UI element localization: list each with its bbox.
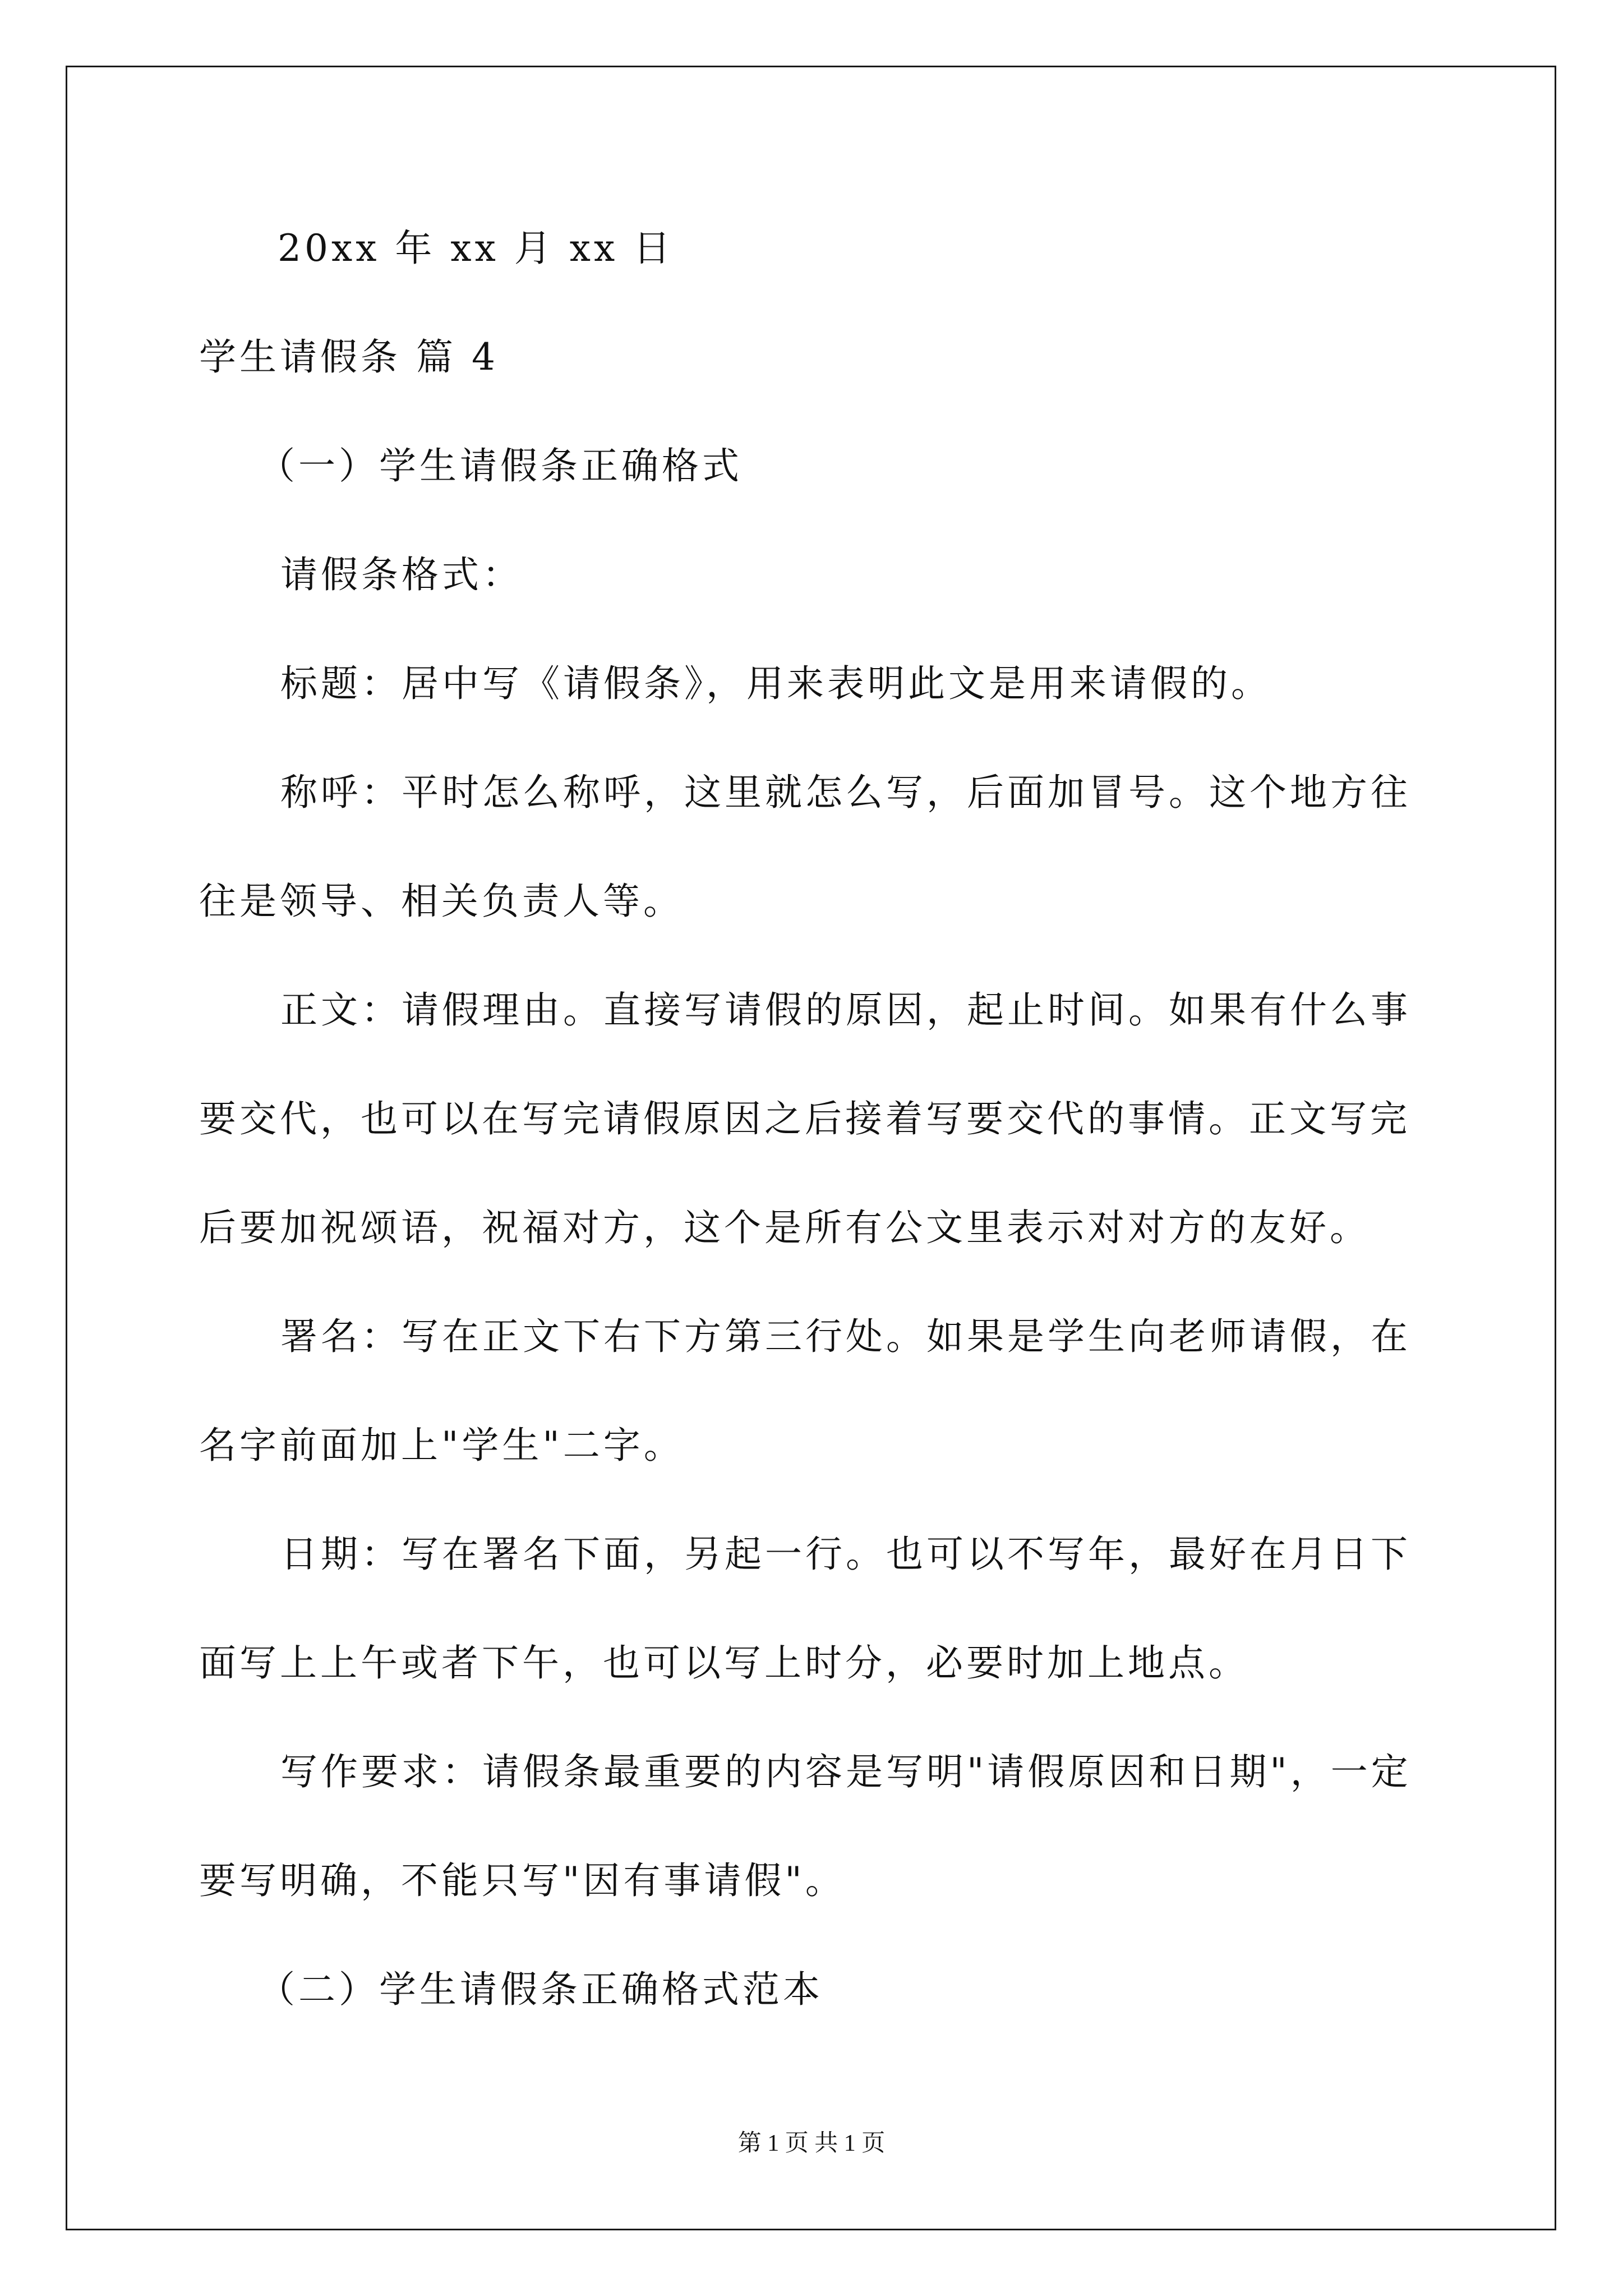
page-border bbox=[66, 66, 1556, 2230]
paragraph-line: 标题：居中写《请假条》，用来表明此文是用来请假的。 bbox=[280, 662, 1271, 705]
page-footer: 第 1 页 共 1 页 bbox=[737, 2131, 886, 2156]
paragraph-line: 名字前面加上"学生"二字。 bbox=[199, 1424, 684, 1467]
paragraph-line: 写作要求：请假条最重要的内容是写明"请假原因和日期"，一定 bbox=[280, 1750, 1412, 1793]
section-heading: 学生请假条 篇 4 bbox=[199, 335, 499, 379]
paragraph-line: 要写明确，不能只写"因有事请假"。 bbox=[199, 1859, 846, 1902]
paragraph-line: 称呼：平时怎么称呼，这里就怎么写，后面加冒号。这个地方往 bbox=[280, 771, 1411, 814]
subheading-1: （一）学生请假条正确格式 bbox=[258, 444, 743, 487]
paragraph-line: 请假条格式： bbox=[280, 553, 523, 596]
paragraph-line: 要交代，也可以在写完请假原因之后接着写要交代的事情。正文写完 bbox=[199, 1097, 1410, 1140]
subheading-2: （二）学生请假条正确格式范本 bbox=[258, 1968, 823, 2011]
paragraph-line: 面写上上午或者下午，也可以写上时分，必要时加上地点。 bbox=[199, 1641, 1249, 1685]
paragraph-line: 署名：写在正文下右下方第三行处。如果是学生向老师请假，在 bbox=[280, 1315, 1411, 1358]
paragraph-line: 后要加祝颂语，祝福对方，这个是所有公文里表示对对方的友好。 bbox=[199, 1206, 1370, 1249]
date-line: 20xx 年 xx 月 xx 日 bbox=[278, 227, 674, 270]
paragraph-line: 往是领导、相关负责人等。 bbox=[199, 880, 684, 923]
paragraph-line: 日期：写在署名下面，另起一行。也可以不写年，最好在月日下 bbox=[280, 1533, 1411, 1576]
paragraph-line: 正文：请假理由。直接写请假的原因，起止时间。如果有什么事 bbox=[280, 988, 1411, 1032]
